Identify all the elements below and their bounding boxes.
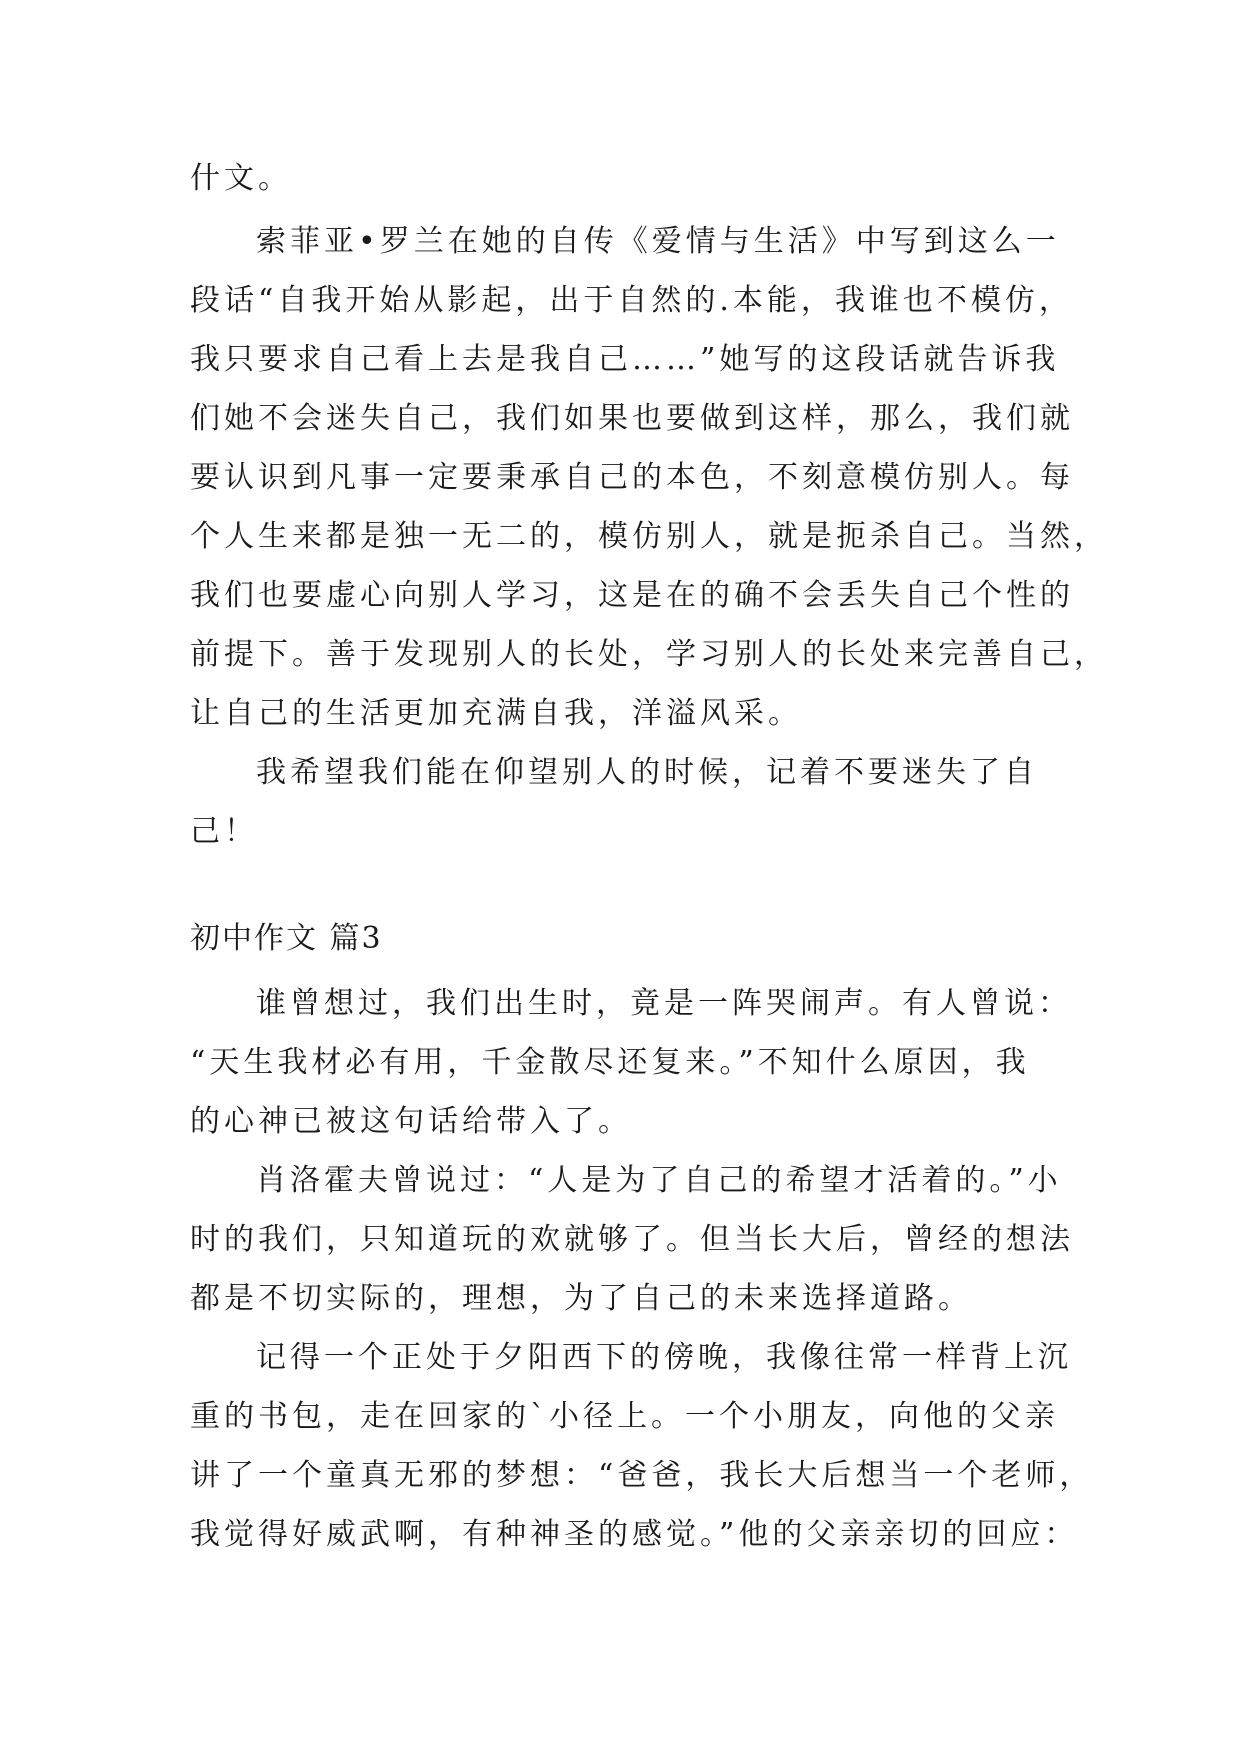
paragraph-line: 肖洛霍夫曾说过：“人是为了自己的希望才活着的。”小 <box>256 1163 1062 1198</box>
paragraph-line: 我希望我们能在仰望别人的时候，记着不要迷失了自 <box>256 755 1038 790</box>
paragraph-line: 我觉得好威武啊，有种神圣的感觉。”他的父亲亲切的回应： <box>190 1517 1079 1552</box>
section-heading: 初中作文 篇3 <box>190 921 383 956</box>
paragraph-line: 谁曾想过，我们出生时，竟是一阵哭闹声。有人曾说： <box>256 986 1072 1021</box>
paragraph-line: 段话“自我开始从影起，出于自然的.本能，我谁也不模仿， <box>190 283 1073 318</box>
paragraph-line: 要认识到凡事一定要秉承自己的本色，不刻意模仿别人。每 <box>190 460 1074 495</box>
paragraph-line: 们她不会迷失自己，我们如果也要做到这样，那么，我们就 <box>190 401 1074 436</box>
paragraph-line: 我只要求自己看上去是我自己……”她写的这段话就告诉我 <box>190 342 1060 377</box>
paragraph-line: 索菲亚•罗兰在她的自传《爱情与生活》中写到这么一 <box>256 224 1060 259</box>
paragraph-line: 的心神已被这句话给带入了。 <box>190 1104 632 1139</box>
paragraph-line: 都是不切实际的，理想，为了自己的未来选择道路。 <box>190 1281 972 1316</box>
paragraph-line: 时的我们，只知道玩的欢就够了。但当长大后，曾经的想法 <box>190 1222 1074 1257</box>
paragraph-line: 记得一个正处于夕阳西下的傍晚，我像往常一样背上沉 <box>256 1340 1072 1375</box>
paragraph-line: 重的书包，走在回家的`小径上。一个小朋友，向他的父亲 <box>190 1399 1059 1434</box>
paragraph-line: “天生我材必有用，千金散尽还复来。”不知什么原因，我 <box>190 1045 1030 1080</box>
paragraph-line: 前提下。善于发现别人的长处，学习别人的长处来完善自己， <box>190 637 1108 672</box>
paragraph-line: 讲了一个童真无邪的梦想：“爸爸，我长大后想当一个老师， <box>190 1458 1094 1493</box>
paragraph-line: 让自己的生活更加充满自我，洋溢风采。 <box>190 696 802 731</box>
paragraph-line: 什文。 <box>190 161 292 196</box>
paragraph-line: 我们也要虚心向别人学习，这是在的确不会丢失自己个性的 <box>190 578 1074 613</box>
paragraph-line: 个人生来都是独一无二的，模仿别人，就是扼杀自己。当然， <box>190 519 1108 554</box>
paragraph-line: 己！ <box>190 814 258 849</box>
